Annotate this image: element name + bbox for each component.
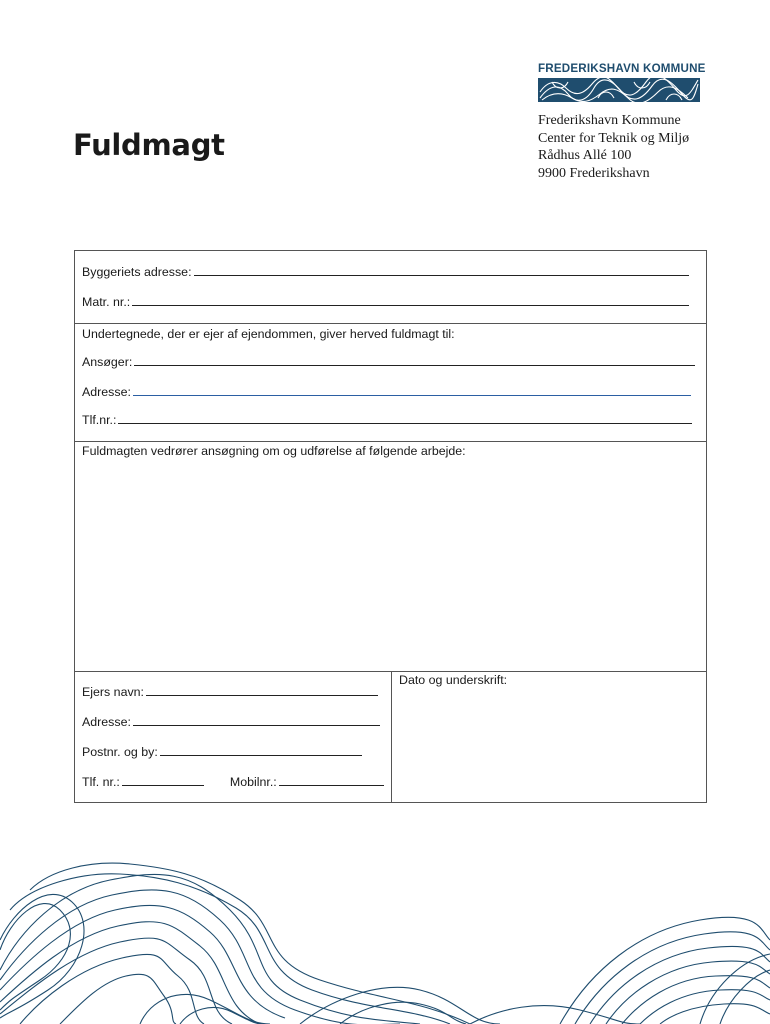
postal-line[interactable] <box>160 755 362 756</box>
address-label: Adresse: <box>82 385 131 399</box>
applicant-label: Ansøger: <box>82 355 133 369</box>
owner-address-field[interactable] <box>82 715 380 729</box>
mobile-label: Mobilnr.: <box>229 775 277 789</box>
address-field[interactable] <box>82 385 691 399</box>
address-line-4: 9900 Frederikshavn <box>538 165 650 181</box>
owner-phone-line[interactable] <box>122 785 204 786</box>
power-of-attorney-form <box>74 250 707 803</box>
section-divider <box>75 323 706 324</box>
site-address-label: Byggeriets adresse: <box>82 265 192 279</box>
authorization-text: Undertegnede, der er ejer af ejendommen, giver herved fuldmagt til: <box>82 327 455 341</box>
owner-phone-field[interactable] <box>82 775 384 789</box>
address-line-2: Center for Teknik og Miljø <box>538 130 690 146</box>
postal-field[interactable] <box>82 745 362 759</box>
sender-address <box>538 112 689 182</box>
phone-label: Tlf.nr.: <box>82 413 117 427</box>
scope-description-area[interactable] <box>81 463 701 663</box>
phone-line[interactable] <box>118 423 692 424</box>
address-line-1: Frederikshavn Kommune <box>538 113 681 128</box>
phone-field[interactable] <box>82 413 692 427</box>
owner-name-field[interactable] <box>82 685 378 699</box>
signature-area[interactable] <box>393 691 705 801</box>
postal-label: Postnr. og by: <box>82 745 158 759</box>
page-title: Fuldmagt <box>73 128 225 162</box>
address-line[interactable] <box>133 395 691 396</box>
municipality-logo <box>538 62 706 107</box>
decorative-contour-lines <box>0 850 770 1024</box>
owner-name-line[interactable] <box>146 695 378 696</box>
owner-address-label: Adresse: <box>82 715 131 729</box>
cadastral-line[interactable] <box>132 305 689 306</box>
mobile-line[interactable] <box>279 785 384 786</box>
address-line-3: Rådhus Allé 100 <box>538 148 632 164</box>
owner-phone-label: Tlf. nr.: <box>82 775 120 789</box>
owner-address-line[interactable] <box>133 725 380 726</box>
column-divider <box>391 671 392 803</box>
site-address-line[interactable] <box>194 275 689 276</box>
cadastral-label: Matr. nr.: <box>82 295 131 309</box>
date-signature-label: Dato og underskrift: <box>399 673 508 687</box>
cadastral-field[interactable] <box>82 295 689 309</box>
applicant-field[interactable] <box>82 355 695 369</box>
site-address-field[interactable] <box>82 265 689 279</box>
applicant-line[interactable] <box>134 365 695 366</box>
owner-name-label: Ejers navn: <box>82 685 144 699</box>
section-divider <box>75 441 706 442</box>
logo-wordmark: FREDERIKSHAVN KOMMUNE <box>538 62 706 75</box>
logo-wave-band <box>538 78 700 102</box>
scope-text: Fuldmagten vedrører ansøgning om og udførelse af følgende arbejde: <box>82 444 466 458</box>
